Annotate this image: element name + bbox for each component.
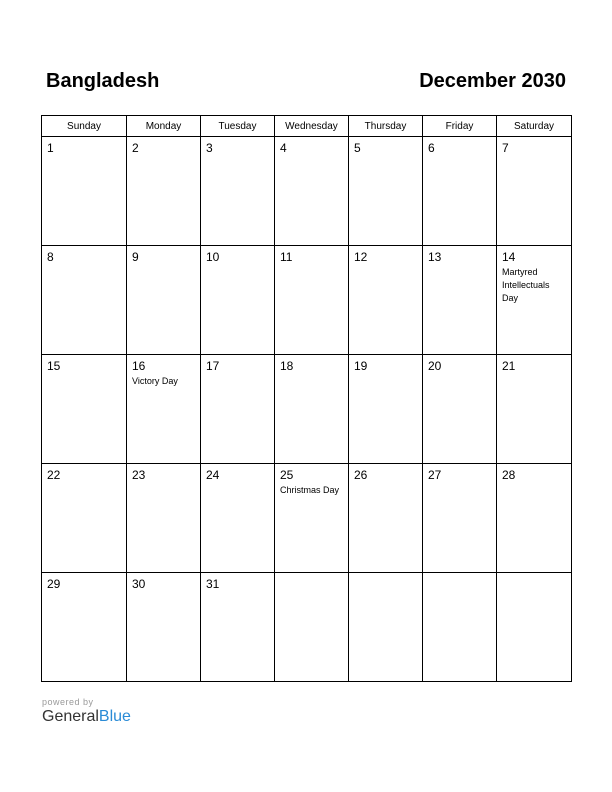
day-cell	[275, 355, 349, 464]
day-cell	[423, 137, 497, 246]
day-cell	[127, 573, 201, 682]
weekday-thursday: Thursday	[349, 116, 423, 137]
day-cell	[201, 355, 275, 464]
day-cell	[349, 137, 423, 246]
day-cell	[349, 355, 423, 464]
day-number: 18	[280, 359, 294, 373]
day-cell	[497, 355, 572, 464]
holiday-label: Christmas Day	[280, 485, 340, 495]
day-number: 9	[132, 250, 139, 264]
day-cell	[423, 355, 497, 464]
brand-general: General	[42, 708, 99, 725]
day-cell	[42, 573, 127, 682]
footer-branding	[42, 697, 131, 726]
day-number: 12	[354, 250, 368, 264]
day-number: 27	[428, 468, 442, 482]
day-number: 30	[132, 577, 146, 591]
weekday-wednesday: Wednesday	[275, 116, 349, 137]
day-number: 4	[280, 141, 287, 155]
day-number: 15	[47, 359, 61, 373]
day-cell	[201, 246, 275, 355]
day-number: 26	[354, 468, 368, 482]
day-number: 23	[132, 468, 146, 482]
day-cell	[42, 355, 127, 464]
day-cell	[497, 246, 572, 355]
day-number: 16	[132, 359, 146, 373]
day-cell	[42, 137, 127, 246]
weekday-saturday: Saturday	[497, 116, 572, 137]
day-cell	[275, 137, 349, 246]
day-number: 25	[280, 468, 294, 482]
day-number: 20	[428, 359, 442, 373]
day-cell	[201, 464, 275, 573]
day-number: 2	[132, 141, 139, 155]
day-cell	[275, 464, 349, 573]
week-row	[42, 464, 572, 573]
day-number: 19	[354, 359, 368, 373]
day-number: 28	[502, 468, 516, 482]
day-cell	[497, 137, 572, 246]
holiday-label: Victory Day	[132, 376, 178, 386]
day-number: 31	[206, 577, 220, 591]
day-number: 3	[206, 141, 213, 155]
country-title: Bangladesh	[46, 70, 160, 92]
day-cell	[42, 464, 127, 573]
day-number: 10	[206, 250, 220, 264]
weekday-monday: Monday	[127, 116, 201, 137]
day-cell	[127, 137, 201, 246]
day-number: 21	[502, 359, 516, 373]
day-cell	[275, 573, 349, 682]
day-cell	[349, 246, 423, 355]
powered-by-label: powered by	[42, 697, 94, 707]
day-number: 1	[47, 141, 54, 155]
day-number: 5	[354, 141, 361, 155]
day-number: 13	[428, 250, 442, 264]
day-cell	[201, 137, 275, 246]
day-cell	[423, 573, 497, 682]
week-row	[42, 137, 572, 246]
day-number: 11	[280, 250, 293, 264]
day-cell	[275, 246, 349, 355]
weekday-friday: Friday	[423, 116, 497, 137]
day-cell	[423, 246, 497, 355]
weekday-sunday: Sunday	[42, 116, 127, 137]
holiday-label: Martyred Intellectuals Day	[502, 267, 550, 303]
day-number: 22	[47, 468, 61, 482]
day-cell	[127, 355, 201, 464]
day-number: 8	[47, 250, 54, 264]
day-number: 29	[47, 577, 61, 591]
day-number: 14	[502, 250, 516, 264]
day-number: 17	[206, 359, 220, 373]
day-cell	[349, 464, 423, 573]
weekday-header-row	[42, 116, 572, 137]
day-cell	[127, 464, 201, 573]
day-cell	[201, 573, 275, 682]
weekday-tuesday: Tuesday	[201, 116, 275, 137]
brand-blue: Blue	[98, 708, 131, 725]
day-cell	[42, 246, 127, 355]
week-row	[42, 355, 572, 464]
calendar-header	[42, 70, 570, 100]
month-title: December 2030	[419, 70, 566, 92]
day-cell	[349, 573, 423, 682]
calendar-grid	[41, 115, 572, 682]
generalblue-logo[interactable]	[42, 708, 131, 726]
day-cell	[497, 464, 572, 573]
day-number: 24	[206, 468, 220, 482]
day-cell	[497, 573, 572, 682]
day-number: 6	[428, 141, 435, 155]
day-cell	[423, 464, 497, 573]
day-cell	[127, 246, 201, 355]
day-number: 7	[502, 141, 509, 155]
week-row	[42, 246, 572, 355]
week-row	[42, 573, 572, 682]
